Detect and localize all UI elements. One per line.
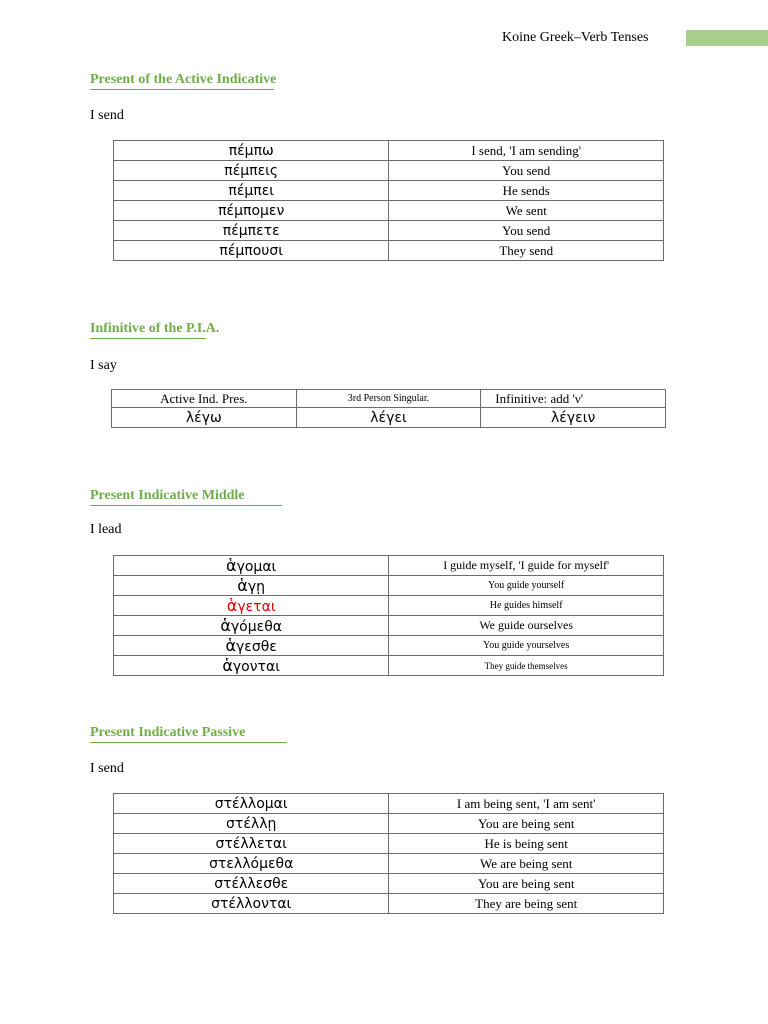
- greek-form: στέλλῃ: [114, 814, 389, 834]
- table-row: [114, 576, 664, 596]
- rough-breathing-alpha: ἁ: [237, 576, 248, 595]
- section-heading-middle: Present Indicative Middle: [90, 487, 282, 506]
- section-heading-present-active: Present of the Active Indicative: [90, 71, 274, 90]
- section-subtext-middle: I lead: [90, 522, 122, 537]
- document-header-title: Koine Greek–Verb Tenses: [502, 30, 649, 45]
- greek-form: λέγειν: [481, 408, 666, 428]
- section-subtext-passive: I send: [90, 761, 124, 776]
- table-row: [114, 596, 664, 616]
- greek-form-rest: γεται: [237, 599, 276, 615]
- table-row: [114, 141, 664, 161]
- english-translation: You send: [389, 161, 664, 181]
- rough-breathing-alpha: ἁ: [226, 596, 238, 615]
- english-translation: I am being sent, 'I am sent': [389, 794, 664, 814]
- table-row: [114, 556, 664, 576]
- english-translation: You guide yourselves: [389, 636, 664, 656]
- greek-form: στέλλονται: [114, 894, 389, 914]
- column-header: Active Ind. Pres.: [112, 390, 297, 408]
- table-row: [114, 874, 664, 894]
- table-row: [114, 814, 664, 834]
- greek-form-rest: γομαι: [236, 559, 277, 575]
- english-translation: You are being sent: [389, 814, 664, 834]
- english-translation: I guide myself, 'I guide for myself': [389, 556, 664, 576]
- greek-form: πέμπομεν: [114, 201, 389, 221]
- greek-form: στελλόμεθα: [114, 854, 389, 874]
- greek-form: [114, 636, 389, 656]
- table-row: [114, 201, 664, 221]
- english-translation: He guides himself: [389, 596, 664, 616]
- english-translation: They are being sent: [389, 894, 664, 914]
- table-header-row: [112, 390, 666, 408]
- greek-form: πέμπω: [114, 141, 389, 161]
- english-translation: They guide themselves: [389, 656, 664, 676]
- rough-breathing-alpha: ἁ: [225, 636, 236, 655]
- english-translation: You send: [389, 221, 664, 241]
- section-subtext-infinitive: I say: [90, 358, 117, 373]
- greek-form: στέλλεσθε: [114, 874, 389, 894]
- greek-form-rest: γονται: [232, 659, 280, 675]
- section-heading-infinitive: Infinitive of the P.I.A.: [90, 320, 206, 339]
- table-row: [112, 408, 666, 428]
- english-translation: I send, 'I am sending': [389, 141, 664, 161]
- greek-form: στέλλομαι: [114, 794, 389, 814]
- greek-form: λέγει: [296, 408, 481, 428]
- greek-form-rest: γεσθε: [236, 639, 277, 655]
- present-middle-table: [113, 555, 664, 676]
- column-header: 3rd Person Singular.: [296, 390, 481, 408]
- header-accent-bar: [686, 30, 768, 46]
- greek-form-rest: γῃ: [247, 579, 266, 595]
- table-row: [114, 894, 664, 914]
- greek-form-highlighted: [114, 596, 389, 616]
- section-heading-passive: Present Indicative Passive: [90, 724, 287, 743]
- greek-form: πέμπετε: [114, 221, 389, 241]
- english-translation: We guide ourselves: [389, 616, 664, 636]
- english-translation: He is being sent: [389, 834, 664, 854]
- present-passive-table: [113, 793, 664, 914]
- greek-form: πέμπουσι: [114, 241, 389, 261]
- table-row: [114, 656, 664, 676]
- present-active-table: [113, 140, 664, 261]
- greek-form: [114, 576, 389, 596]
- table-row: [114, 636, 664, 656]
- table-row: [114, 241, 664, 261]
- english-translation: You guide yourself: [389, 576, 664, 596]
- rough-breathing-alpha: ἁ: [220, 616, 231, 635]
- greek-form: [114, 616, 389, 636]
- table-row: [114, 616, 664, 636]
- table-row: [114, 221, 664, 241]
- english-translation: We are being sent: [389, 854, 664, 874]
- english-translation: He sends: [389, 181, 664, 201]
- column-header: Infinitive: add 'ν': [481, 390, 666, 408]
- rough-breathing-alpha: ἁ: [226, 556, 237, 575]
- greek-form: πέμπει: [114, 181, 389, 201]
- greek-form-rest: γόμεθα: [230, 619, 282, 635]
- greek-form: [114, 656, 389, 676]
- greek-form: στέλλεται: [114, 834, 389, 854]
- greek-form: λέγω: [112, 408, 297, 428]
- rough-breathing-alpha: ἁ: [222, 656, 233, 675]
- english-translation: You are being sent: [389, 874, 664, 894]
- english-translation: We sent: [389, 201, 664, 221]
- greek-form: [114, 556, 389, 576]
- greek-form: πέμπεις: [114, 161, 389, 181]
- table-row: [114, 794, 664, 814]
- section-subtext-present-active: I send: [90, 108, 124, 123]
- infinitive-table: [111, 389, 666, 428]
- table-row: [114, 161, 664, 181]
- table-row: [114, 181, 664, 201]
- table-row: [114, 854, 664, 874]
- english-translation: They send: [389, 241, 664, 261]
- table-row: [114, 834, 664, 854]
